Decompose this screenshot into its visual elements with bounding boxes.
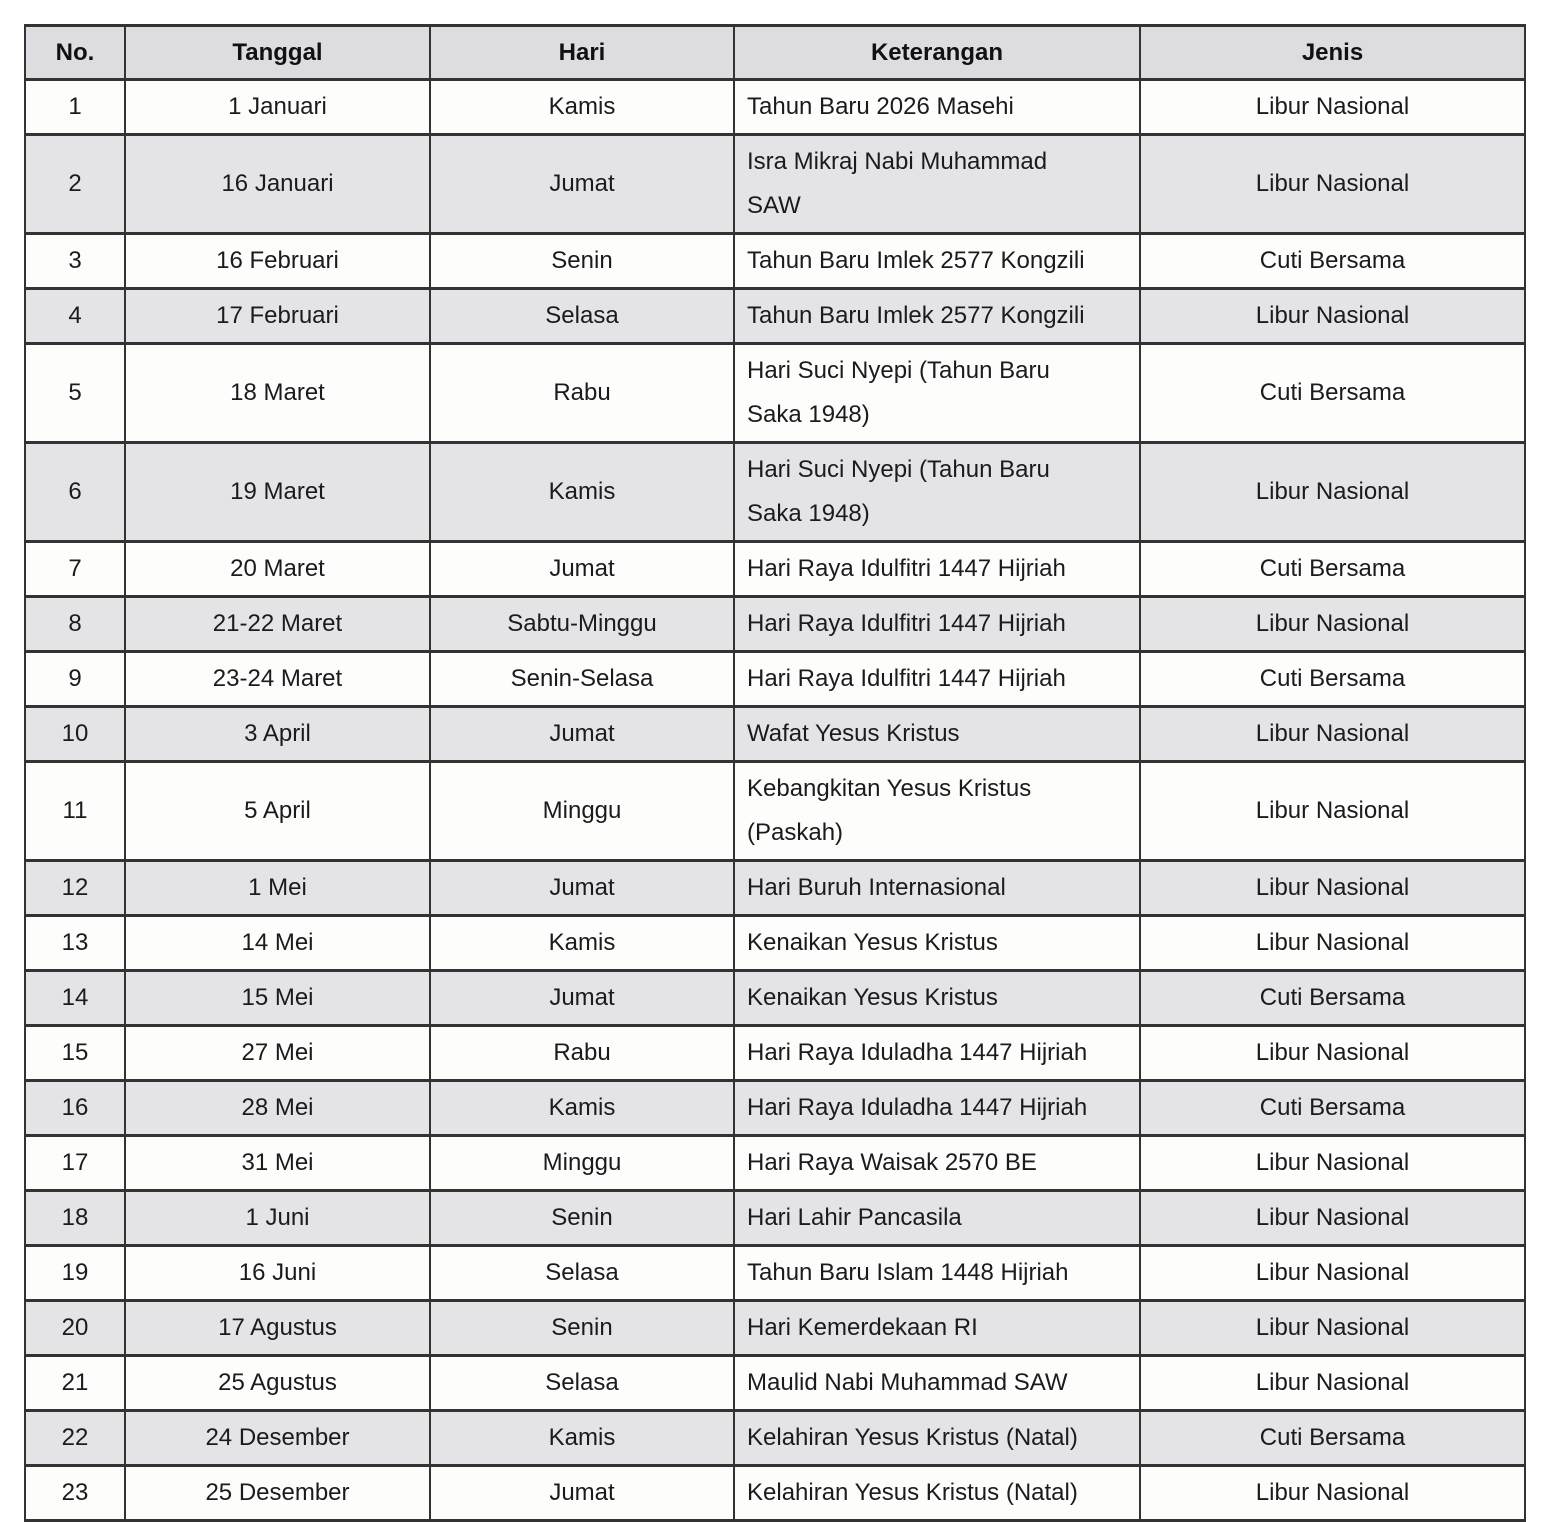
cell-no: 15: [25, 1026, 125, 1081]
cell-tanggal: 1 Januari: [125, 80, 430, 135]
cell-tanggal: 16 Februari: [125, 234, 430, 289]
cell-keterangan: Hari Raya Iduladha 1447 Hijriah: [734, 1081, 1140, 1136]
cell-tanggal: 17 Februari: [125, 289, 430, 344]
cell-hari: Selasa: [430, 1356, 734, 1411]
column-header-no: No.: [25, 26, 125, 80]
cell-hari: Jumat: [430, 971, 734, 1026]
cell-hari: Rabu: [430, 1026, 734, 1081]
cell-no: 4: [25, 289, 125, 344]
cell-jenis: Cuti Bersama: [1140, 542, 1525, 597]
table-row: [25, 916, 1525, 971]
cell-keterangan: Hari Kemerdekaan RI: [734, 1301, 1140, 1356]
cell-keterangan: Wafat Yesus Kristus: [734, 707, 1140, 762]
cell-keterangan: Hari Buruh Internasional: [734, 861, 1140, 916]
cell-hari: Senin: [430, 1301, 734, 1356]
cell-keterangan: Hari Raya Idulfitri 1447 Hijriah: [734, 652, 1140, 707]
cell-keterangan: Hari Suci Nyepi (Tahun Baru Saka 1948): [734, 443, 1140, 542]
cell-jenis: Libur Nasional: [1140, 1136, 1525, 1191]
table-row: [25, 971, 1525, 1026]
cell-keterangan: Kenaikan Yesus Kristus: [734, 916, 1140, 971]
table-row: [25, 597, 1525, 652]
cell-keterangan: Kelahiran Yesus Kristus (Natal): [734, 1466, 1140, 1521]
cell-keterangan: Tahun Baru 2026 Masehi: [734, 80, 1140, 135]
cell-no: 7: [25, 542, 125, 597]
cell-tanggal: 27 Mei: [125, 1026, 430, 1081]
cell-jenis: Cuti Bersama: [1140, 1411, 1525, 1466]
cell-hari: Senin: [430, 1191, 734, 1246]
cell-no: 18: [25, 1191, 125, 1246]
cell-tanggal: 21-22 Maret: [125, 597, 430, 652]
cell-hari: Kamis: [430, 1411, 734, 1466]
cell-no: 20: [25, 1301, 125, 1356]
cell-jenis: Libur Nasional: [1140, 597, 1525, 652]
table-row: [25, 1411, 1525, 1466]
cell-keterangan: Maulid Nabi Muhammad SAW: [734, 1356, 1140, 1411]
cell-tanggal: 17 Agustus: [125, 1301, 430, 1356]
column-header-jenis: Jenis: [1140, 26, 1525, 80]
cell-keterangan: Hari Raya Waisak 2570 BE: [734, 1136, 1140, 1191]
cell-jenis: Libur Nasional: [1140, 289, 1525, 344]
holiday-table: [24, 24, 1526, 1522]
cell-jenis: Cuti Bersama: [1140, 971, 1525, 1026]
cell-hari: Kamis: [430, 1081, 734, 1136]
column-header-hari: Hari: [430, 26, 734, 80]
table-row: [25, 289, 1525, 344]
cell-jenis: Cuti Bersama: [1140, 1081, 1525, 1136]
cell-tanggal: 25 Desember: [125, 1466, 430, 1521]
cell-keterangan: Hari Raya Iduladha 1447 Hijriah: [734, 1026, 1140, 1081]
cell-tanggal: 1 Mei: [125, 861, 430, 916]
table-row: [25, 1301, 1525, 1356]
cell-no: 23: [25, 1466, 125, 1521]
cell-hari: Jumat: [430, 542, 734, 597]
cell-hari: Selasa: [430, 1246, 734, 1301]
cell-hari: Kamis: [430, 916, 734, 971]
table-row: [25, 1136, 1525, 1191]
table-row: [25, 542, 1525, 597]
table-row: [25, 1026, 1525, 1081]
cell-jenis: Cuti Bersama: [1140, 652, 1525, 707]
cell-no: 11: [25, 762, 125, 861]
cell-hari: Jumat: [430, 135, 734, 234]
column-header-tanggal: Tanggal: [125, 26, 430, 80]
cell-jenis: Libur Nasional: [1140, 916, 1525, 971]
cell-tanggal: 19 Maret: [125, 443, 430, 542]
cell-keterangan: Hari Raya Idulfitri 1447 Hijriah: [734, 597, 1140, 652]
cell-tanggal: 14 Mei: [125, 916, 430, 971]
table-row: [25, 1466, 1525, 1521]
cell-jenis: Libur Nasional: [1140, 443, 1525, 542]
cell-keterangan: Tahun Baru Imlek 2577 Kongzili: [734, 289, 1140, 344]
cell-tanggal: 3 April: [125, 707, 430, 762]
cell-jenis: Libur Nasional: [1140, 1026, 1525, 1081]
cell-tanggal: 18 Maret: [125, 344, 430, 443]
table-row: [25, 1081, 1525, 1136]
cell-jenis: Libur Nasional: [1140, 1356, 1525, 1411]
cell-jenis: Libur Nasional: [1140, 1246, 1525, 1301]
cell-hari: Minggu: [430, 762, 734, 861]
cell-no: 9: [25, 652, 125, 707]
table-row: [25, 652, 1525, 707]
table-row: [25, 344, 1525, 443]
cell-keterangan: Kelahiran Yesus Kristus (Natal): [734, 1411, 1140, 1466]
cell-keterangan: Kebangkitan Yesus Kristus (Paskah): [734, 762, 1140, 861]
cell-hari: Jumat: [430, 1466, 734, 1521]
cell-keterangan: Hari Lahir Pancasila: [734, 1191, 1140, 1246]
table-row: [25, 861, 1525, 916]
cell-no: 16: [25, 1081, 125, 1136]
table-row: [25, 80, 1525, 135]
page: [24, 24, 1526, 1522]
cell-no: 13: [25, 916, 125, 971]
cell-hari: Kamis: [430, 443, 734, 542]
cell-no: 1: [25, 80, 125, 135]
cell-no: 21: [25, 1356, 125, 1411]
column-header-keterangan: Keterangan: [734, 26, 1140, 80]
cell-no: 8: [25, 597, 125, 652]
cell-jenis: Libur Nasional: [1140, 1466, 1525, 1521]
cell-hari: Senin: [430, 234, 734, 289]
table-row: [25, 1356, 1525, 1411]
cell-hari: Jumat: [430, 861, 734, 916]
cell-hari: Rabu: [430, 344, 734, 443]
table-row: [25, 135, 1525, 234]
cell-tanggal: 28 Mei: [125, 1081, 430, 1136]
table-row: [25, 1191, 1525, 1246]
cell-tanggal: 16 Juni: [125, 1246, 430, 1301]
cell-no: 3: [25, 234, 125, 289]
cell-no: 2: [25, 135, 125, 234]
cell-no: 6: [25, 443, 125, 542]
cell-tanggal: 16 Januari: [125, 135, 430, 234]
cell-hari: Minggu: [430, 1136, 734, 1191]
cell-jenis: Cuti Bersama: [1140, 344, 1525, 443]
cell-jenis: Cuti Bersama: [1140, 234, 1525, 289]
cell-keterangan: Tahun Baru Islam 1448 Hijriah: [734, 1246, 1140, 1301]
cell-tanggal: 20 Maret: [125, 542, 430, 597]
cell-no: 17: [25, 1136, 125, 1191]
header-row: [25, 26, 1525, 80]
cell-tanggal: 25 Agustus: [125, 1356, 430, 1411]
cell-jenis: Libur Nasional: [1140, 135, 1525, 234]
cell-hari: Sabtu-Minggu: [430, 597, 734, 652]
cell-no: 19: [25, 1246, 125, 1301]
cell-no: 12: [25, 861, 125, 916]
cell-hari: Jumat: [430, 707, 734, 762]
cell-tanggal: 5 April: [125, 762, 430, 861]
cell-jenis: Libur Nasional: [1140, 861, 1525, 916]
cell-keterangan: Hari Suci Nyepi (Tahun Baru Saka 1948): [734, 344, 1140, 443]
cell-tanggal: 15 Mei: [125, 971, 430, 1026]
cell-no: 5: [25, 344, 125, 443]
table-row: [25, 443, 1525, 542]
cell-jenis: Libur Nasional: [1140, 707, 1525, 762]
cell-no: 14: [25, 971, 125, 1026]
table-row: [25, 707, 1525, 762]
cell-tanggal: 23-24 Maret: [125, 652, 430, 707]
cell-tanggal: 1 Juni: [125, 1191, 430, 1246]
cell-keterangan: Isra Mikraj Nabi Muhammad SAW: [734, 135, 1140, 234]
table-row: [25, 234, 1525, 289]
cell-no: 22: [25, 1411, 125, 1466]
cell-tanggal: 31 Mei: [125, 1136, 430, 1191]
cell-hari: Kamis: [430, 80, 734, 135]
cell-tanggal: 24 Desember: [125, 1411, 430, 1466]
cell-keterangan: Tahun Baru Imlek 2577 Kongzili: [734, 234, 1140, 289]
cell-jenis: Libur Nasional: [1140, 762, 1525, 861]
cell-jenis: Libur Nasional: [1140, 1191, 1525, 1246]
cell-hari: Senin-Selasa: [430, 652, 734, 707]
cell-keterangan: Hari Raya Idulfitri 1447 Hijriah: [734, 542, 1140, 597]
table-row: [25, 762, 1525, 861]
cell-jenis: Libur Nasional: [1140, 1301, 1525, 1356]
cell-no: 10: [25, 707, 125, 762]
cell-keterangan: Kenaikan Yesus Kristus: [734, 971, 1140, 1026]
cell-jenis: Libur Nasional: [1140, 80, 1525, 135]
cell-hari: Selasa: [430, 289, 734, 344]
table-row: [25, 1246, 1525, 1301]
